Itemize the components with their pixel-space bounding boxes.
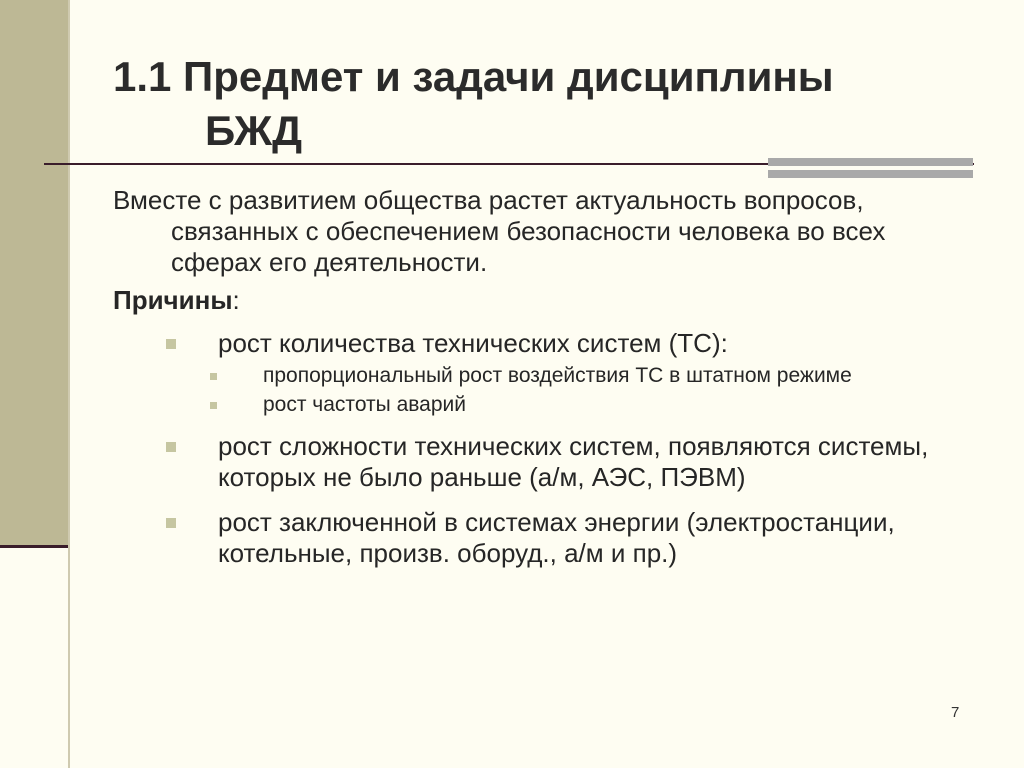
title-line-2: БЖД	[205, 107, 303, 154]
left-decorative-band	[0, 0, 68, 545]
reasons-heading	[113, 284, 973, 316]
reasons-label: Причины	[113, 285, 233, 315]
title-accent-bar-2	[768, 170, 973, 178]
square-bullet-icon	[166, 442, 176, 452]
sub-reason-item	[113, 392, 973, 417]
sub-reason-text: пропорциональный рост воздействия ТС в штатном режиме	[263, 364, 852, 387]
left-band-divider	[0, 545, 68, 548]
square-bullet-icon	[166, 339, 176, 349]
intro-paragraph: Вместе с развитием общества растет актуальность вопросов, связанных с обеспечением безопасности человека во всех сферах его деятельности.	[113, 185, 886, 277]
reason-text: рост количества технических систем (ТС):	[218, 328, 728, 358]
sub-reason-item	[113, 363, 973, 388]
small-square-bullet-icon	[210, 402, 217, 409]
reason-item	[113, 328, 973, 359]
title-line-1: 1.1 Предмет и задачи дисциплины	[113, 53, 834, 100]
vertical-divider	[68, 0, 70, 768]
reason-text: рост сложности технических систем, появляются системы, которых не было раньше (а/м, АЭС, ПЭВМ)	[218, 431, 929, 492]
title-accent-bar	[768, 158, 973, 166]
reasons-colon: :	[232, 285, 240, 315]
reason-text: рост заключенной в системах энергии (электростанции, котельные, произв. оборуд., а/м и пр.)	[218, 507, 895, 568]
small-square-bullet-icon	[210, 373, 217, 380]
reason-item	[113, 431, 973, 493]
square-bullet-icon	[166, 518, 176, 528]
sub-reason-text: рост частоты аварий	[263, 393, 466, 416]
slide-body	[113, 185, 973, 569]
slide-title	[113, 50, 834, 158]
slide-number: 7	[951, 704, 960, 721]
reason-item	[113, 507, 973, 569]
